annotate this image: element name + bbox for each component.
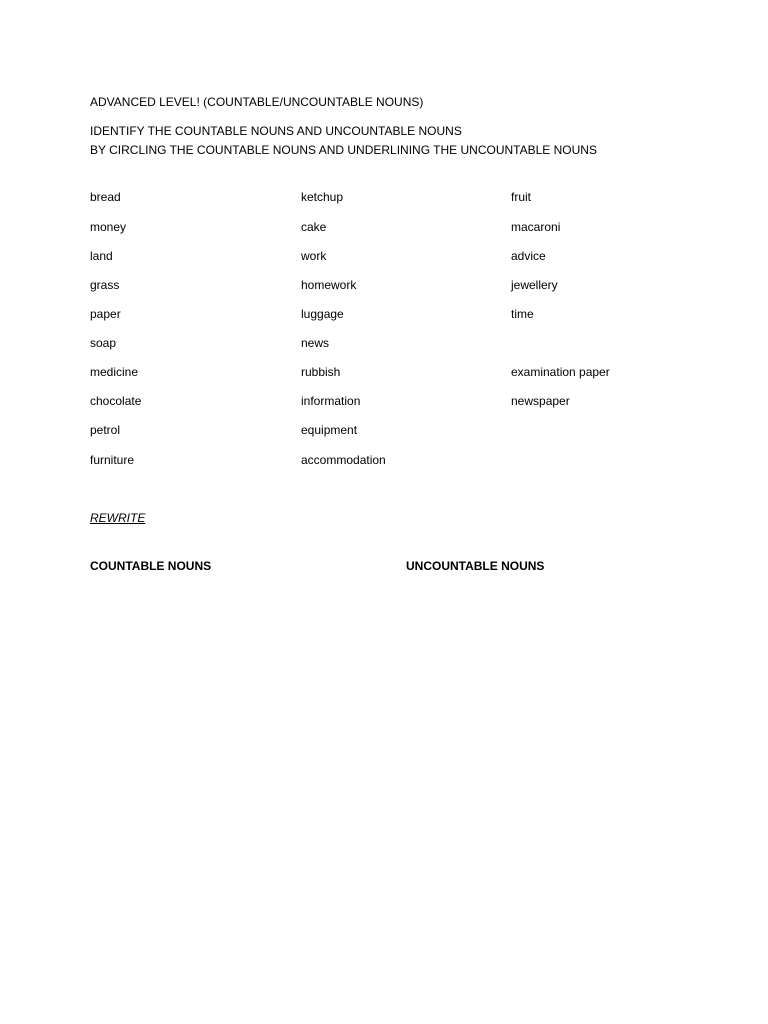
word-list-item: soap bbox=[90, 336, 117, 350]
word-list-item: fruit bbox=[511, 190, 532, 204]
word-list-item: luggage bbox=[301, 307, 344, 321]
word-list-item: money bbox=[90, 220, 127, 234]
word-list-item: paper bbox=[90, 307, 121, 321]
instruction-line-2: BY CIRCLING THE COUNTABLE NOUNS AND UNDERLINING THE UNCOUNTABLE NOUNS bbox=[90, 143, 597, 157]
word-list-item: homework bbox=[301, 278, 357, 292]
word-list-item: land bbox=[90, 249, 113, 263]
word-list-item: news bbox=[301, 336, 330, 350]
word-list-item: grass bbox=[90, 278, 120, 292]
countable-nouns-heading: COUNTABLE NOUNS bbox=[90, 559, 212, 573]
word-list-item: equipment bbox=[301, 423, 358, 437]
instruction-line-1: IDENTIFY THE COUNTABLE NOUNS AND UNCOUNTABLE NOUNS bbox=[90, 124, 462, 138]
word-list-item: ketchup bbox=[301, 190, 344, 204]
word-list-item: petrol bbox=[90, 423, 121, 437]
worksheet-title: ADVANCED LEVEL! (COUNTABLE/UNCOUNTABLE NOUNS) bbox=[90, 95, 424, 109]
word-list-item: medicine bbox=[90, 365, 139, 379]
word-list-item: advice bbox=[511, 249, 546, 263]
word-list-item: work bbox=[301, 249, 327, 263]
word-list-item: rubbish bbox=[301, 365, 341, 379]
word-list-item: chocolate bbox=[90, 394, 142, 408]
word-list-item: furniture bbox=[90, 453, 135, 467]
word-list-item: accommodation bbox=[301, 453, 386, 467]
word-list-item: information bbox=[301, 394, 361, 408]
rewrite-label: REWRITE bbox=[90, 511, 146, 525]
word-list-item: cake bbox=[301, 220, 327, 234]
word-list-item: newspaper bbox=[511, 394, 570, 408]
word-list-item: macaroni bbox=[511, 220, 561, 234]
uncountable-nouns-heading: UNCOUNTABLE NOUNS bbox=[406, 559, 545, 573]
word-list-item: bread bbox=[90, 190, 121, 204]
word-list-item: examination paper bbox=[511, 365, 610, 379]
word-list-item: time bbox=[511, 307, 534, 321]
word-list-item: jewellery bbox=[511, 278, 558, 292]
